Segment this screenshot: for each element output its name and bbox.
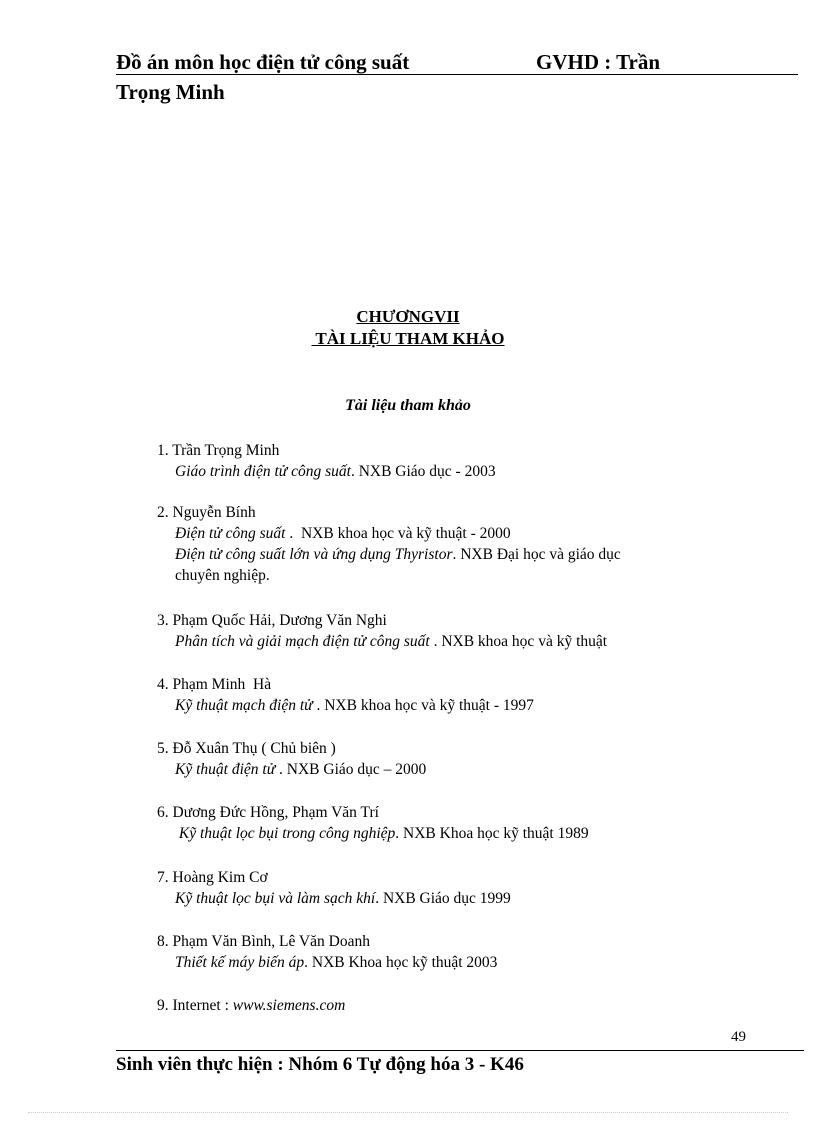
chapter-heading — [0, 306, 816, 350]
reference-continuation: chuyên nghiệp. — [175, 567, 270, 584]
reference-publisher: . NXB khoa học và kỹ thuật — [429, 633, 608, 650]
reference-author: 3. Phạm Quốc Hải, Dương Văn Nghi — [157, 612, 387, 629]
header-supervisor: GVHD : Trần — [536, 50, 661, 74]
reference-item — [157, 802, 752, 844]
reference-publisher: . NXB Giáo dục 1999 — [375, 890, 511, 907]
reference-publisher: . NXB Đại học và giáo dục — [452, 546, 621, 563]
page-footer: Sinh viên thực hiện : Nhóm 6 Tự động hóa 3 - K46 — [116, 1054, 524, 1075]
reference-item — [157, 867, 752, 909]
reference-work-title: Kỹ thuật lọc bụi trong công nghiệp — [175, 825, 396, 842]
reference-work-title: Phân tích và giải mạch điện tử công suất — [175, 633, 430, 650]
reference-publisher: . NXB khoa học và kỹ thuật - 1997 — [312, 697, 534, 714]
reference-author: 5. Đỗ Xuân Thụ ( Chủ biên ) — [157, 740, 336, 757]
reference-work — [157, 631, 752, 652]
reference-work — [157, 888, 752, 909]
reference-work-title: Điện tử công suất lớn và ứng dụng Thyristor — [175, 546, 453, 563]
reference-author: 1. Trần Trọng Minh — [157, 442, 280, 459]
reference-author: 6. Dương Đức Hồng, Phạm Văn Trí — [157, 804, 379, 821]
reference-item — [157, 738, 752, 780]
reference-author: 2. Nguyễn Bính — [157, 504, 256, 521]
reference-item — [157, 610, 752, 652]
page-edge-divider — [28, 1112, 788, 1113]
reference-work — [157, 823, 752, 844]
reference-publisher: . NXB khoa học và kỹ thuật - 2000 — [285, 525, 511, 542]
reference-author — [157, 995, 752, 1016]
reference-work-title: Kỹ thuật lọc bụi và làm sạch khí — [175, 890, 376, 907]
reference-author: 7. Hoàng Kim Cơ — [157, 869, 268, 886]
reference-item — [157, 502, 752, 586]
reference-work-title: Kỹ thuật mạch điện tử — [175, 697, 313, 714]
reference-item — [157, 931, 752, 973]
reference-work-title: Giáo trình điện tử công suất — [175, 463, 351, 480]
reference-item — [157, 995, 752, 1016]
reference-author-label: 9. Internet : — [157, 997, 233, 1014]
reference-link[interactable]: www.siemens.com — [232, 997, 346, 1014]
reference-item — [157, 674, 752, 716]
chapter-title: TÀI LIỆU THAM KHẢO — [311, 329, 505, 348]
reference-work-title: Điện tử công suất — [175, 525, 286, 542]
header-line — [116, 50, 798, 74]
reference-work — [157, 695, 752, 716]
reference-publisher: . NXB Giáo dục - 2003 — [350, 463, 496, 480]
page-header — [116, 50, 798, 104]
header-title: Đồ án môn học điện tử công suất — [116, 50, 410, 74]
reference-work-title: Kỹ thuật điện tử — [175, 761, 276, 778]
section-title: Tài liệu tham khảo — [345, 397, 471, 414]
reference-item — [157, 440, 752, 482]
reference-work-title: Thiết kế máy biến áp — [175, 954, 305, 971]
page-number: 49 — [731, 1029, 746, 1045]
reference-work — [157, 544, 752, 565]
reference-work — [157, 523, 752, 544]
reference-author: 8. Phạm Văn Bình, Lê Văn Doanh — [157, 933, 370, 950]
header-supervisor-continuation: Trọng Minh — [116, 80, 225, 104]
footer-divider — [116, 1050, 804, 1051]
reference-work — [157, 952, 752, 973]
header-divider — [116, 74, 798, 75]
reference-publisher: . NXB Khoa học kỹ thuật 1989 — [395, 825, 589, 842]
reference-work — [157, 461, 752, 482]
chapter-number: CHƯƠNGVII — [356, 307, 460, 326]
reference-publisher: . NXB Giáo dục – 2000 — [275, 761, 427, 778]
reference-publisher: . NXB Khoa học kỹ thuật 2003 — [304, 954, 498, 971]
reference-work — [157, 759, 752, 780]
reference-author: 4. Phạm Minh Hà — [157, 676, 272, 693]
